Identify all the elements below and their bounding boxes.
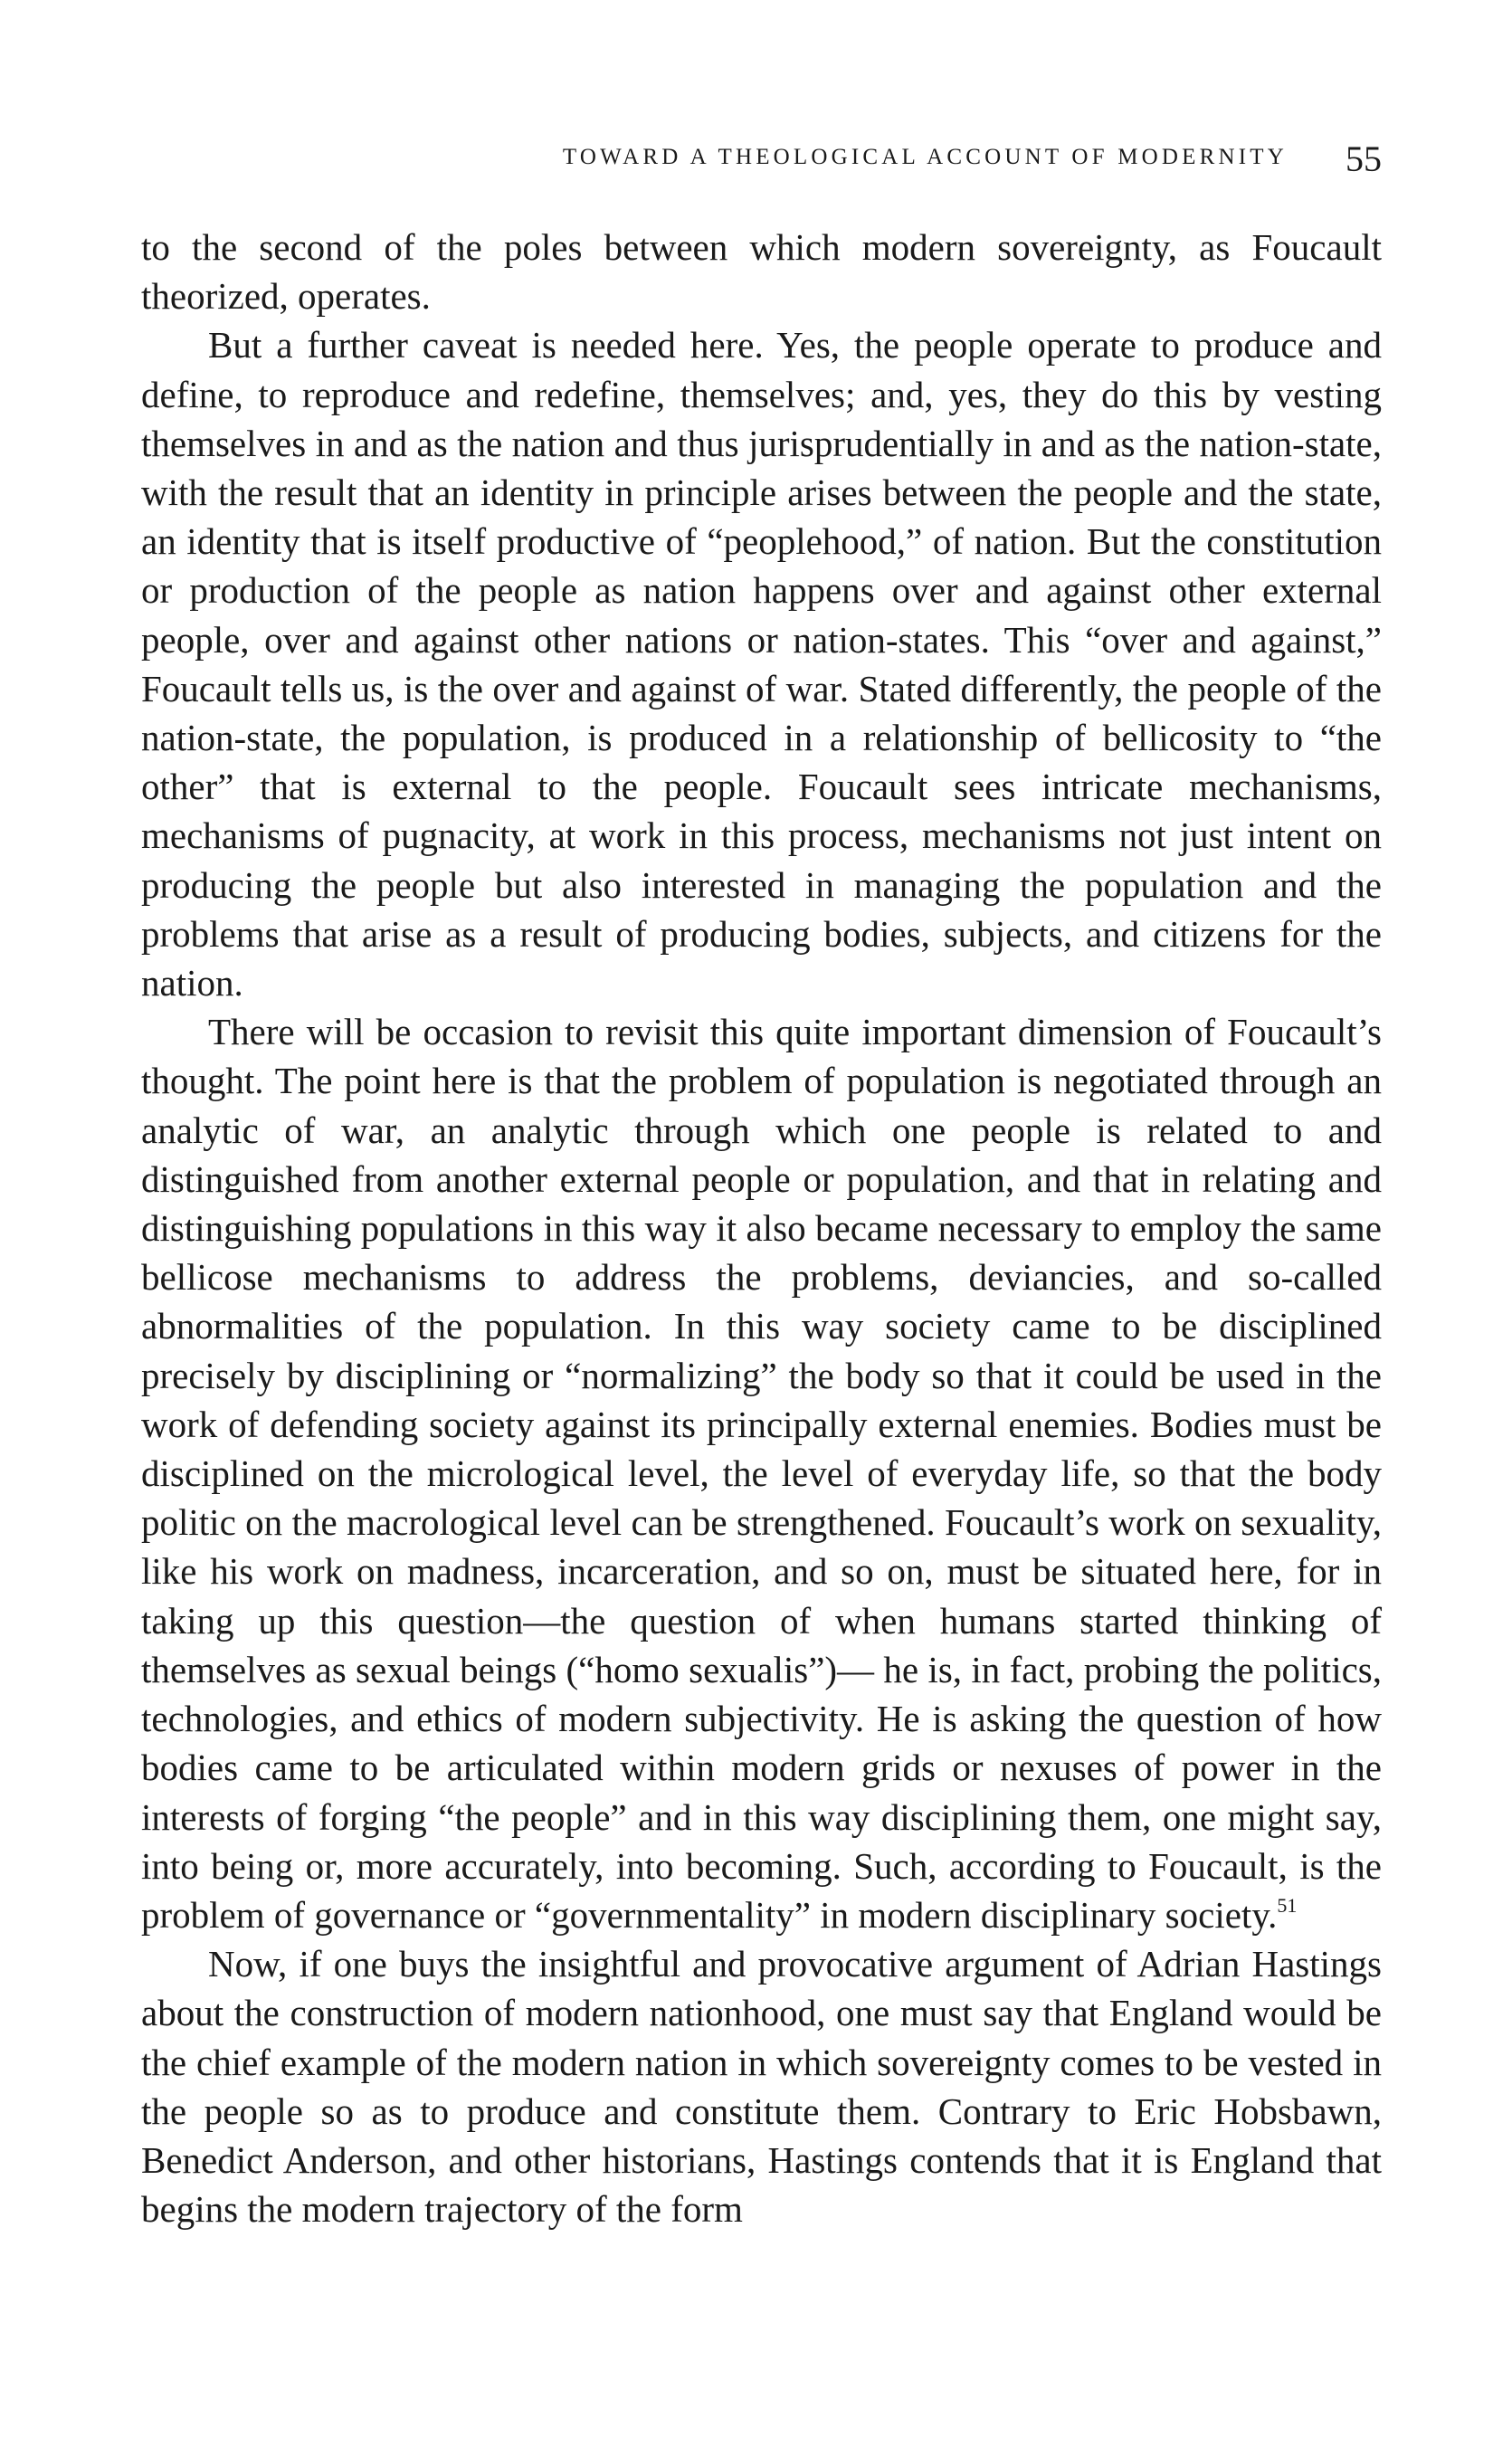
body-text bbox=[141, 223, 1382, 2233]
paragraph bbox=[141, 320, 1382, 1007]
paragraph-text: There will be occasion to revisit this quite important dimension of Foucault’s thought. The point here is that the problem of population is negotiated through an analytic of war, an analytic through which one people is related to and distinguished from another external people or population, and that in relating and distinguishing populations in this way it also became necessary to employ the same bellicose mechanisms to address the problems, deviancies, and so-called abnormalities of the population. In this way society came to be disciplined precisely by disciplining or “normalizing” the body so that it could be used in the work of defending society against its principally external enemies. Bodies must be disciplined on the micrological level, the level of everyday life, so that the body politic on the macrological level can be strengthened. Foucault’s work on sexuality, like his work on madness, incarceration, and so on, must be situated here, for in taking up this question—the question of when humans started thinking of themselves as sexual beings (“homo sexualis”)— he is, in fact, probing the politics, technologies, and ethics of modern subjectivity. He is asking the question of how bodies came to be articulated within modern grids or nexuses of power in the interests of forging “the people” and in this way disciplining them, one might say, into being or, more accurately, into becoming. Such, according to Foucault, is the problem of governance or “governmentality” in modern disciplinary society. bbox=[141, 1011, 1382, 1936]
footnote-reference: 51 bbox=[1277, 1893, 1298, 1917]
paragraph bbox=[141, 1007, 1382, 1939]
paragraph-text: Now, if one buys the insightful and provocative argument of Adrian Hastings about the construction of modern nationhood, one must say that England would be the chief example of the modern nation in which sovereignty comes to be vested in the people so as to produce and constitute them. Contrary to Eric Hobsbawn, Benedict Anderson, and other historians, Hastings contends that it is England that begins the modern trajectory of the form bbox=[141, 1943, 1382, 2231]
paragraph-continuation bbox=[141, 223, 1382, 320]
paragraph-text: to the second of the poles between which modern sovereignty, as Foucault theorized, operates. bbox=[141, 226, 1382, 318]
paragraph-text: But a further caveat is needed here. Yes, the people operate to produce and define, to reproduce and redefine, themselves; and, yes, they do this by vesting themselves in and as the nation and thus jurisprudentially in and as the nation-state, with the result that an identity in principle arises between the people and the state, an identity that is itself productive of “peoplehood,” of nation. But the constitution or production of the people as nation happens over and against other external people, over and against other nations or nation-states. This “over and against,” Foucault tells us, is the over and against of war. Stated differently, the people of the nation-state, the population, is produced in a relationship of bellicosity to “the other” that is external to the people. Foucault sees intricate mechanisms, mechanisms of pugnacity, at work in this process, mechanisms not just intent on producing the people but also interested in managing the population and the problems that arise as a result of producing bodies, subjects, and citizens for the nation. bbox=[141, 324, 1382, 1004]
page-number: 55 bbox=[1346, 138, 1382, 179]
running-head-title: TOWARD A THEOLOGICAL ACCOUNT OF MODERNITY bbox=[562, 145, 1288, 169]
paragraph bbox=[141, 1939, 1382, 2233]
running-head bbox=[141, 138, 1382, 179]
